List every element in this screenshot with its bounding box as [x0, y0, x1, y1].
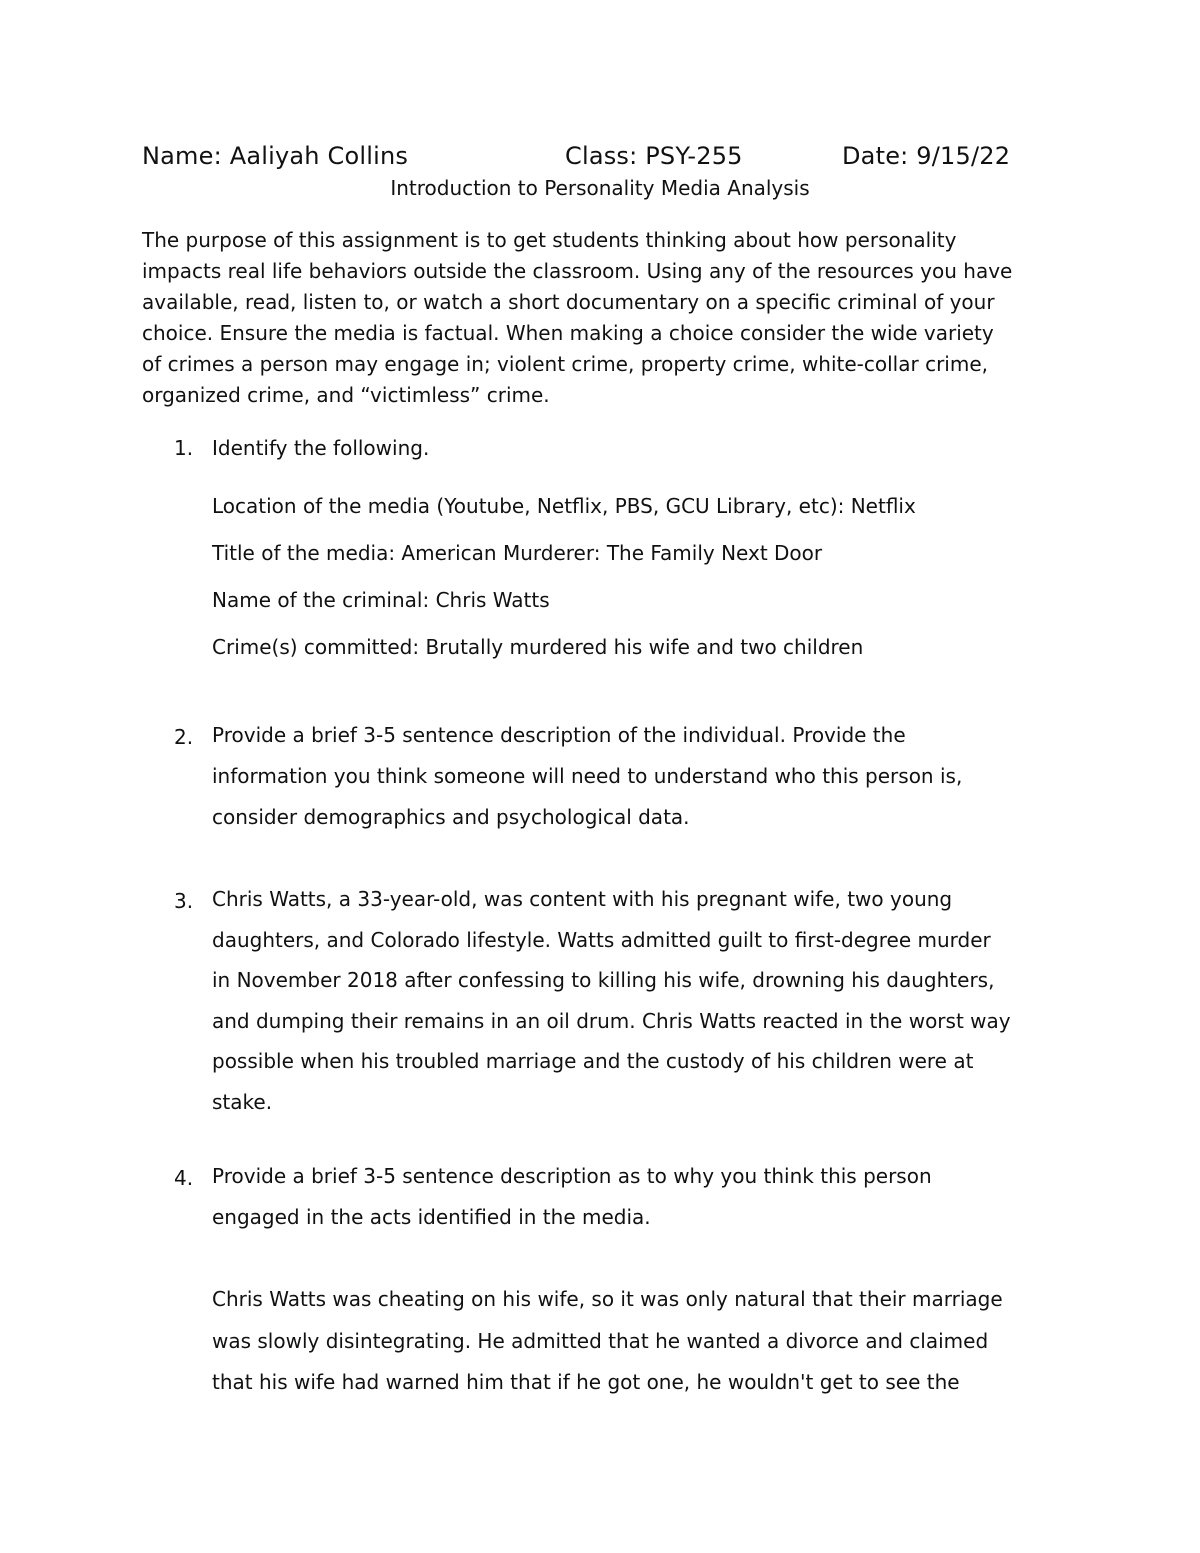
item-number: 2. [174, 725, 194, 749]
intro-line: impacts real life behaviors outside the classroom. Using any of the resources you have [142, 259, 1013, 283]
item-line: Provide a brief 3-5 sentence description as to why you think this person [212, 1164, 932, 1188]
student-name: Name: Aaliyah Collins [142, 142, 409, 170]
item-line: daughters, and Colorado lifestyle. Watts admitted guilt to first-degree murder [212, 927, 991, 952]
item-line: Provide a brief 3-5 sentence description of the individual. Provide the [212, 723, 906, 747]
item-1-text [212, 428, 1072, 469]
item-number: 4. [174, 1166, 194, 1190]
item-number: 1. [174, 436, 194, 460]
media-location-field: Location of the media (Youtube, Netflix, PBS, GCU Library, etc): Netflix [212, 494, 916, 518]
crimes-committed-field: Crime(s) committed: Brutally murdered his wife and two children [212, 635, 864, 659]
item-2-text [212, 715, 1072, 838]
item-4-text [212, 1156, 1072, 1238]
item-3-text [212, 879, 1072, 1123]
answer-line: that his wife had warned him that if he got one, he wouldn't get to see the [212, 1370, 960, 1395]
document-title: Introduction to Personality Media Analysis [390, 176, 810, 200]
class-code: Class: PSY-255 [565, 142, 743, 170]
item-line: possible when his troubled marriage and the custody of his children were at [212, 1049, 974, 1074]
item-line: consider demographics and psychological data. [212, 805, 690, 829]
intro-line: The purpose of this assignment is to get students thinking about how personality [142, 228, 957, 252]
item-line: Identify the following. [212, 436, 430, 460]
item-line: and dumping their remains in an oil drum. Chris Watts reacted in the worst way [212, 1008, 1011, 1033]
item-line: stake. [212, 1089, 273, 1114]
intro-line: choice. Ensure the media is factual. When making a choice consider the wide variety [142, 321, 994, 345]
intro-line: of crimes a person may engage in; violent crime, property crime, white-collar crime, [142, 352, 988, 376]
intro-line: organized crime, and “victimless” crime. [142, 383, 550, 407]
item-line: engaged in the acts identified in the media. [212, 1205, 651, 1229]
criminal-name-field: Name of the criminal: Chris Watts [212, 588, 550, 612]
intro-line: available, read, listen to, or watch a short documentary on a specific criminal of your [142, 290, 995, 314]
item-line: Chris Watts, a 33-year-old, was content with his pregnant wife, two young [212, 887, 953, 911]
media-title-field: Title of the media: American Murderer: The Family Next Door [212, 541, 823, 565]
answer-4-text [212, 1279, 1072, 1404]
assignment-date: Date: 9/15/22 [842, 142, 1011, 170]
intro-paragraph [142, 225, 1062, 411]
answer-line: Chris Watts was cheating on his wife, so it was only natural that their marriage [212, 1287, 1003, 1311]
item-line: information you think someone will need to understand who this person is, [212, 764, 963, 788]
item-number: 3. [174, 889, 194, 913]
answer-line: was slowly disintegrating. He admitted that he wanted a divorce and claimed [212, 1328, 989, 1353]
item-line: in November 2018 after confessing to killing his wife, drowning his daughters, [212, 968, 995, 993]
